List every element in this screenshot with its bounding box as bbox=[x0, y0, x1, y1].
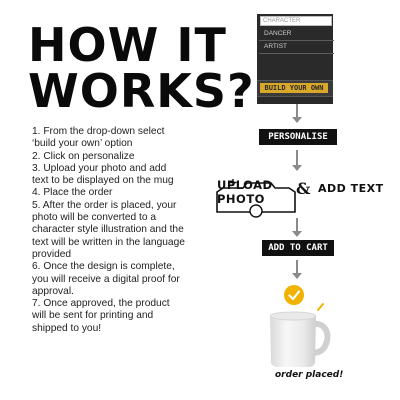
step-line: photo will be converted to a bbox=[32, 212, 157, 224]
step-line: text will be written in the language bbox=[32, 236, 185, 248]
down-arrow-icon bbox=[296, 150, 298, 166]
step-line: 6. Once the design is complete, bbox=[32, 261, 175, 273]
down-arrow-icon bbox=[296, 104, 298, 118]
step-line: will be sent for printing and bbox=[32, 310, 154, 322]
steps-list bbox=[32, 126, 197, 335]
step-line: 7. Once approved, the product bbox=[32, 298, 170, 310]
title-line-2: WORKS? bbox=[28, 64, 255, 118]
step-line: 3. Upload your photo and add bbox=[32, 162, 167, 174]
add-to-cart-label: ADD TO CART bbox=[262, 240, 334, 256]
step-line: 1. From the drop-down select bbox=[32, 126, 165, 137]
down-arrow-icon bbox=[296, 218, 298, 232]
upload-photo-text: UPLOAD PHOTO bbox=[217, 178, 273, 206]
dropdown-option: ARTIST bbox=[259, 41, 334, 54]
title-line-1: HOW IT bbox=[28, 18, 227, 72]
dropdown-option: DANCER bbox=[259, 28, 334, 41]
step-line: text to be displayed on the mug bbox=[32, 175, 174, 187]
ampersand: & bbox=[296, 179, 311, 198]
step-line: 4. Place the order bbox=[32, 187, 113, 199]
step-line: character style illustration and the bbox=[32, 224, 184, 236]
upload-photo-sketch bbox=[213, 178, 303, 218]
mug-icon bbox=[260, 308, 340, 368]
step-line: shipped to you! bbox=[32, 322, 102, 334]
page-title bbox=[28, 18, 255, 118]
dropdown-illustration bbox=[257, 14, 333, 104]
dropdown-select: CHARACTER bbox=[260, 16, 332, 26]
add-text-label: ADD TEXT bbox=[318, 182, 384, 195]
step-line: 5. After the order is placed, your bbox=[32, 199, 177, 211]
dropdown-highlight-row bbox=[257, 80, 333, 97]
step-line: you will receive a digital proof for bbox=[32, 273, 180, 285]
check-icon bbox=[284, 285, 304, 305]
order-placed-text: order placed! bbox=[275, 370, 344, 380]
step-line: provided bbox=[32, 248, 72, 260]
step-line: approval. bbox=[32, 285, 74, 297]
step-line: 2. Click on personalize bbox=[32, 150, 135, 162]
personalise-label: PERSONALISE bbox=[259, 129, 337, 145]
step-line: ‘build your own’ option bbox=[32, 138, 133, 150]
build-your-own-tag: BUILD YOUR OWN bbox=[260, 83, 328, 93]
down-arrow-icon bbox=[296, 260, 298, 274]
